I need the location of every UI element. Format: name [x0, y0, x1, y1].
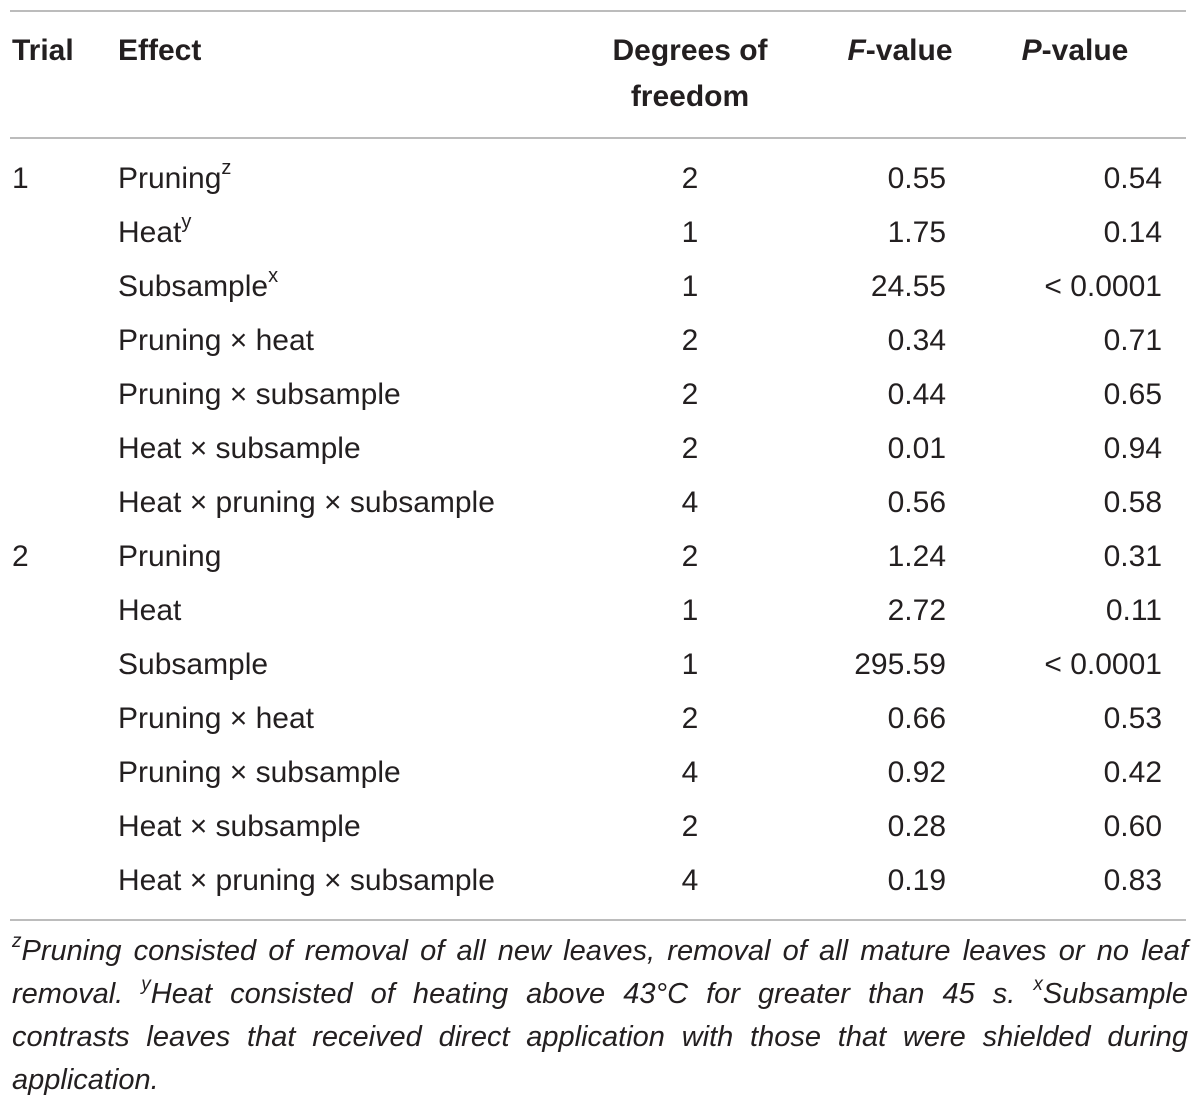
- cell-f-value-text: 0.44: [887, 378, 946, 411]
- table-row: [0, 314, 1200, 368]
- cell-f-value-text: 0.01: [887, 432, 946, 465]
- cell-p-value-text: 0.31: [1103, 540, 1162, 573]
- cell-effect: [118, 800, 361, 854]
- cell-f-value: [780, 314, 946, 368]
- cell-effect-text: Heat: [118, 216, 182, 249]
- cell-df-text: 2: [681, 324, 699, 357]
- cell-df-text: 2: [681, 540, 699, 573]
- top-rule: [10, 10, 1186, 12]
- cell-p-value: [990, 476, 1162, 530]
- cell-effect: [118, 476, 495, 530]
- header-degrees-of-freedom: [585, 28, 795, 120]
- table-row: [0, 422, 1200, 476]
- cell-p-value-text: 0.54: [1103, 162, 1162, 195]
- footnote-z-text: Pruning consisted of removal of all new leaves, removal of all mature leaves or no leaf removal.: [12, 935, 1188, 1010]
- cell-effect: [118, 854, 495, 908]
- header-p-letter: P: [1021, 34, 1042, 67]
- cell-effect-text: Heat × pruning × subsample: [118, 864, 495, 897]
- cell-p-value-text: 0.11: [1105, 594, 1162, 627]
- cell-p-value: [990, 152, 1162, 206]
- header-trial: Trial: [12, 34, 74, 67]
- cell-df-text: 1: [681, 270, 699, 303]
- cell-df-text: 2: [681, 702, 699, 735]
- table-row: [0, 260, 1200, 314]
- cell-effect-text: Pruning × subsample: [118, 378, 401, 411]
- table-row: [0, 638, 1200, 692]
- cell-p-value: [990, 584, 1162, 638]
- cell-f-value: [780, 476, 946, 530]
- cell-p-value: [990, 368, 1162, 422]
- cell-df-text: 1: [681, 648, 699, 681]
- cell-effect: [118, 152, 231, 206]
- bottom-rule: [10, 919, 1186, 921]
- footnote-marker: z: [221, 157, 232, 179]
- cell-p-value-text: 0.42: [1103, 756, 1162, 789]
- header-effect: Effect: [118, 34, 202, 67]
- cell-p-value: [990, 530, 1162, 584]
- cell-effect-text: Pruning: [118, 540, 222, 573]
- cell-f-value: [780, 638, 946, 692]
- cell-p-value-text: 0.71: [1103, 324, 1162, 357]
- table-row: [0, 584, 1200, 638]
- cell-f-value-text: 0.92: [887, 756, 946, 789]
- cell-effect-text: Pruning × heat: [118, 324, 314, 357]
- cell-p-value: [990, 800, 1162, 854]
- cell-df-text: 4: [681, 864, 699, 897]
- cell-f-value: [780, 584, 946, 638]
- cell-effect-text: Heat × subsample: [118, 810, 361, 843]
- cell-f-value: [780, 692, 946, 746]
- cell-effect-text: Subsample: [118, 270, 269, 303]
- table-row: [0, 476, 1200, 530]
- cell-f-value-text: 24.55: [870, 270, 946, 303]
- cell-p-value-text: < 0.0001: [1044, 648, 1162, 681]
- cell-f-value-text: 0.34: [887, 324, 946, 357]
- cell-df: [640, 638, 740, 692]
- cell-p-value: [990, 638, 1162, 692]
- cell-df: [640, 584, 740, 638]
- cell-f-value: [780, 152, 946, 206]
- table-row: [0, 152, 1200, 206]
- cell-f-value-text: 0.19: [887, 864, 946, 897]
- cell-f-value: [780, 800, 946, 854]
- cell-p-value: [990, 260, 1162, 314]
- cell-f-value-text: 0.56: [887, 486, 946, 519]
- cell-p-value-text: 0.58: [1103, 486, 1162, 519]
- header-df-line1: Degrees of: [612, 34, 768, 67]
- cell-f-value: [780, 422, 946, 476]
- cell-effect: [118, 692, 314, 746]
- footnote-marker: x: [268, 265, 279, 287]
- cell-f-value: [780, 368, 946, 422]
- header-f-value: [820, 28, 980, 74]
- cell-p-value-text: 0.94: [1103, 432, 1162, 465]
- cell-df-text: 2: [681, 810, 699, 843]
- cell-df: [640, 206, 740, 260]
- cell-f-value-text: 0.28: [887, 810, 946, 843]
- header-f-suffix: -value: [865, 34, 953, 67]
- cell-df: [640, 692, 740, 746]
- cell-df: [640, 422, 740, 476]
- cell-effect-text: Pruning × subsample: [118, 756, 401, 789]
- cell-p-value-text: 0.83: [1103, 864, 1162, 897]
- cell-effect: [118, 314, 314, 368]
- table-row: [0, 800, 1200, 854]
- footnote-x-mark: x: [1033, 974, 1043, 996]
- cell-p-value-text: 0.60: [1103, 810, 1162, 843]
- cell-df-text: 2: [681, 432, 699, 465]
- cell-df-text: 2: [681, 162, 699, 195]
- cell-p-value-text: 0.14: [1103, 216, 1162, 249]
- table-row: [0, 206, 1200, 260]
- cell-f-value-text: 1.75: [887, 216, 946, 249]
- cell-effect: [118, 260, 278, 314]
- footnote-x-text: Subsample contrasts leaves that received direct application with those that were shielded during application.: [12, 978, 1188, 1096]
- cell-df-text: 1: [681, 216, 699, 249]
- cell-p-value: [990, 692, 1162, 746]
- cell-effect: [118, 530, 221, 584]
- table-row: [0, 530, 1200, 584]
- cell-p-value: [990, 422, 1162, 476]
- cell-trial-text: 2: [12, 540, 29, 573]
- cell-df-text: 4: [681, 756, 699, 789]
- cell-df-text: 2: [681, 378, 699, 411]
- cell-p-value-text: 0.65: [1103, 378, 1162, 411]
- cell-f-value-text: 1.24: [887, 540, 946, 573]
- cell-f-value-text: 0.66: [887, 702, 946, 735]
- cell-effect-text: Heat × pruning × subsample: [118, 486, 495, 519]
- cell-f-value-text: 2.72: [887, 594, 946, 627]
- header-p-suffix: -value: [1041, 34, 1129, 67]
- header-rule: [10, 137, 1186, 139]
- cell-p-value: [990, 314, 1162, 368]
- cell-df: [640, 476, 740, 530]
- cell-f-value-text: 0.55: [887, 162, 946, 195]
- cell-df: [640, 368, 740, 422]
- cell-df: [640, 854, 740, 908]
- footnote-z-mark: z: [12, 931, 22, 953]
- cell-f-value: [780, 530, 946, 584]
- cell-f-value: [780, 854, 946, 908]
- cell-df: [640, 152, 740, 206]
- cell-effect-text: Pruning × heat: [118, 702, 314, 735]
- cell-effect-text: Heat × subsample: [118, 432, 361, 465]
- cell-f-value: [780, 206, 946, 260]
- table-row: [0, 692, 1200, 746]
- table-footnotes: [12, 930, 1188, 1102]
- cell-effect: [118, 206, 191, 260]
- cell-df-text: 4: [681, 486, 699, 519]
- cell-trial: [12, 152, 29, 206]
- header-p-value: [990, 28, 1160, 74]
- cell-f-value: [780, 746, 946, 800]
- footnote-marker: y: [181, 211, 192, 233]
- cell-df: [640, 800, 740, 854]
- cell-effect-text: Pruning: [118, 162, 222, 195]
- cell-trial: [12, 530, 29, 584]
- cell-p-value: [990, 206, 1162, 260]
- cell-df: [640, 260, 740, 314]
- cell-trial-text: 1: [12, 162, 29, 195]
- cell-p-value-text: < 0.0001: [1044, 270, 1162, 303]
- cell-effect: [118, 368, 401, 422]
- cell-p-value: [990, 746, 1162, 800]
- cell-effect: [118, 422, 361, 476]
- cell-p-value: [990, 854, 1162, 908]
- table-row: [0, 854, 1200, 908]
- cell-df: [640, 746, 740, 800]
- cell-f-value-text: 295.59: [854, 648, 946, 681]
- header-f-letter: F: [847, 34, 866, 67]
- cell-effect-text: Subsample: [118, 648, 269, 681]
- cell-df: [640, 314, 740, 368]
- cell-effect-text: Heat: [118, 594, 182, 627]
- cell-p-value-text: 0.53: [1103, 702, 1162, 735]
- cell-df: [640, 530, 740, 584]
- cell-effect: [118, 584, 181, 638]
- cell-df-text: 1: [681, 594, 699, 627]
- cell-effect: [118, 638, 268, 692]
- cell-effect: [118, 746, 401, 800]
- cell-f-value: [780, 260, 946, 314]
- header-df-line2: freedom: [630, 80, 750, 113]
- table-row: [0, 746, 1200, 800]
- footnote-y-text: Heat consisted of heating above 43°C for greater than 45 s.: [150, 978, 1034, 1010]
- table-row: [0, 368, 1200, 422]
- footnote-y-mark: y: [141, 974, 151, 996]
